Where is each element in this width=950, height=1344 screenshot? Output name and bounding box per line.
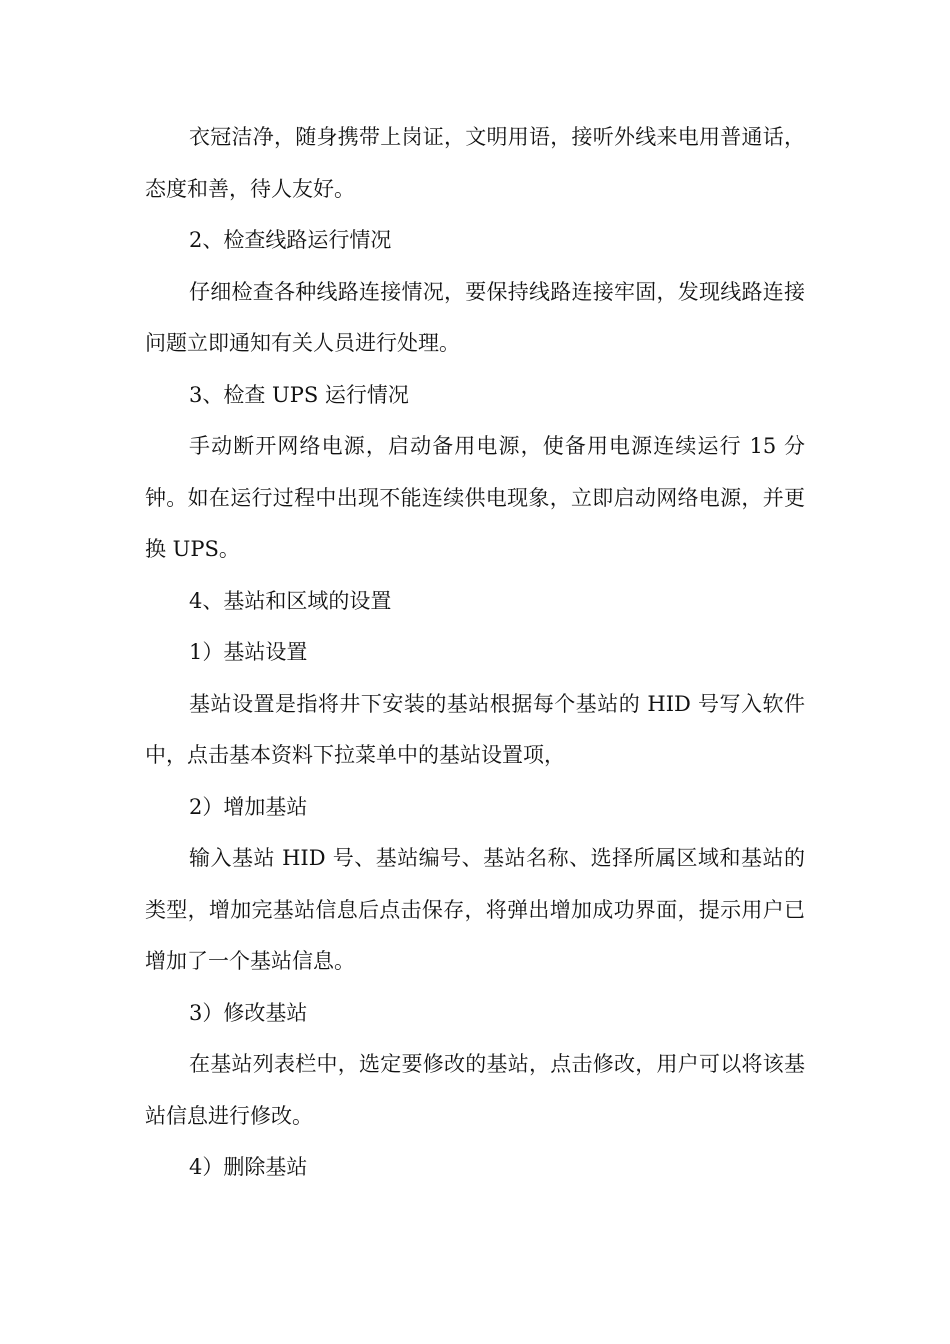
subheading-modify-station: 3）修改基站 [189,1000,308,1025]
subheading-station-settings: 1）基站设置 [189,640,308,664]
paragraph-dress-code: 衣冠洁净，随身携带上岗证，文明用语，接听外线来电用普通话，态度和善，待人友好。 [145,125,805,201]
heading-check-ups: 3、检查 UPS 运行情况 [189,382,409,407]
paragraph-check-lines: 仔细检查各种线路连接情况，要保持线路连接牢固，发现线路连接问题立即通知有关人员进行处理。 [145,279,805,355]
subheading-delete-station: 4）删除基站 [189,1155,308,1179]
paragraph-add-station: 输入基站 HID 号、基站编号、基站名称、选择所属区域和基站的类型，增加完基站信息后点击保存，将弹出增加成功界面，提示用户已增加了一个基站信息。 [145,846,805,973]
subheading-add-station: 2）增加基站 [189,794,308,819]
document-body [145,112,805,1194]
paragraph-station-settings: 基站设置是指将井下安装的基站根据每个基站的 HID 号写入软件中，点击基本资料下拉菜单中的基站设置项， [145,691,805,767]
heading-check-lines: 2、检查线路运行情况 [189,228,392,252]
paragraph-modify-station: 在基站列表栏中，选定要修改的基站，点击修改，用户可以将该基站信息进行修改。 [145,1052,805,1128]
paragraph-check-ups: 手动断开网络电源，启动备用电源，使备用电源连续运行 15 分钟。如在运行过程中出现不能连续供电现象，立即启动网络电源，并更换 UPS。 [145,434,805,561]
heading-station-area-settings: 4、基站和区域的设置 [189,588,392,613]
